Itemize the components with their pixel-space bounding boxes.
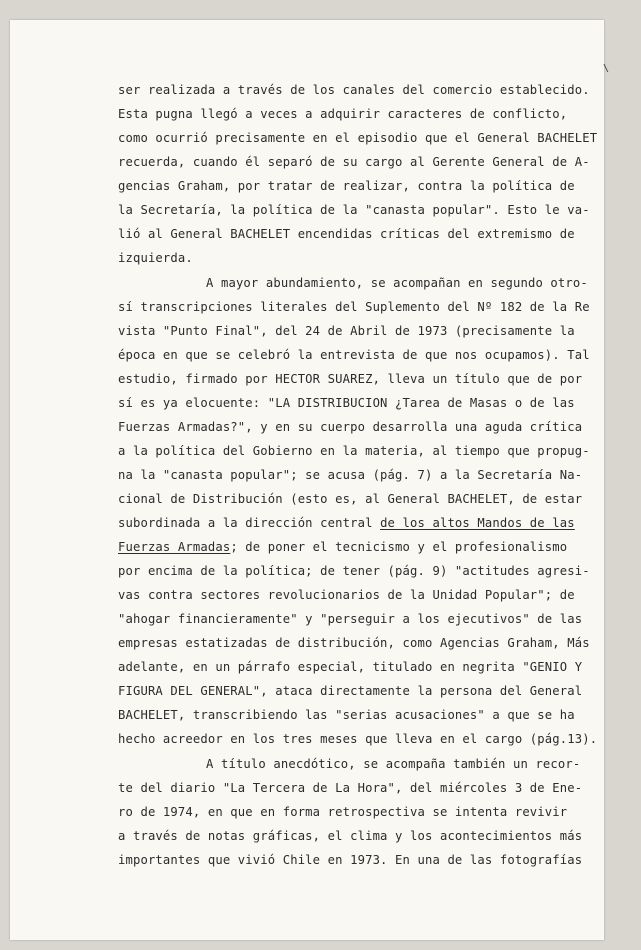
text-line: Esta pugna llegó a veces a adquirir caracteres de conflicto,	[118, 107, 568, 121]
text-line: BACHELET, transcribiendo las "serias acusaciones" a que se ha	[118, 708, 575, 722]
text-line: Fuerzas Armadas?", y en su cuerpo desarrolla una aguda crítica	[118, 420, 583, 434]
text-line: ser realizada a través de los canales del comercio establecido.	[118, 83, 590, 97]
text-line: vas contra sectores revolucionarios de la Unidad Popular"; de	[118, 588, 575, 602]
text-line: FIGURA DEL GENERAL", ataca directamente la persona del General	[118, 684, 583, 698]
text-line: recuerda, cuando él separó de su cargo al Gerente General de A-	[118, 155, 590, 169]
text-line: por encima de la política; de tener (pág. 9) "actitudes agresi-	[118, 564, 590, 578]
document-page	[10, 20, 610, 940]
text-line: te del diario "La Tercera de La Hora", del miércoles 3 de Ene-	[118, 781, 583, 795]
text-line	[118, 516, 575, 530]
text-line: sí es ya elocuente: "LA DISTRIBUCION ¿Tarea de Masas o de las	[118, 396, 575, 410]
text-line: la Secretaría, la política de la "canasta popular". Esto le va-	[118, 203, 590, 217]
text-line: izquierda.	[118, 251, 193, 265]
text-line: lió al General BACHELET encendidas críticas del extremismo de	[118, 227, 575, 241]
text-line	[118, 540, 567, 554]
underlined-phrase: de los altos Mandos de las	[380, 516, 575, 530]
text-line: ro de 1974, en que en forma retrospectiva se intenta revivir	[118, 805, 568, 819]
text-line: importantes que vivió Chile en 1973. En una de las fotografías	[118, 853, 583, 867]
text-line: sí transcripciones literales del Suplemento del Nº 182 de la Re	[118, 300, 590, 314]
text-line: cional de Distribución (esto es, al General BACHELET, de estar	[118, 492, 583, 506]
text-line: na la "canasta popular"; se acusa (pág. 7) a la Secretaría Na-	[118, 468, 583, 482]
text-line: como ocurrió precisamente en el episodio que el General BACHELET	[118, 131, 598, 145]
text-line: gencias Graham, por tratar de realizar, contra la política de	[118, 179, 575, 193]
text-line: a través de notas gráficas, el clima y los acontecimientos más	[118, 829, 583, 843]
text-line: estudio, firmado por HECTOR SUAREZ, lleva un título que de por	[118, 372, 583, 386]
margin-mark: \	[603, 63, 610, 74]
text-segment: ; de poner el tecnicismo y el profesionalismo	[230, 540, 568, 554]
text-line: a la política del Gobierno en la materia, al tiempo que propug-	[118, 444, 590, 458]
text-line: vista "Punto Final", del 24 de Abril de 1973 (precisamente la	[118, 324, 575, 338]
text-segment: subordinada a la dirección central	[118, 516, 381, 530]
underlined-phrase: Fuerzas Armadas	[118, 540, 231, 554]
text-line: "ahogar financieramente" y "perseguir a los ejecutivos" de las	[118, 612, 583, 626]
text-line: A mayor abundamiento, se acompañan en segundo otro-	[206, 276, 588, 290]
text-line: época en que se celebró la entrevista de que nos ocupamos). Tal	[118, 348, 590, 362]
text-line: hecho acreedor en los tres meses que lleva en el cargo (pág.13).	[118, 732, 598, 746]
text-line: adelante, en un párrafo especial, titulado en negrita "GENIO Y	[118, 660, 583, 674]
document-body	[10, 20, 604, 940]
text-line: empresas estatizadas de distribución, como Agencias Graham, Más	[118, 636, 590, 650]
text-line: A título anecdótico, se acompaña también un recor-	[206, 757, 581, 771]
